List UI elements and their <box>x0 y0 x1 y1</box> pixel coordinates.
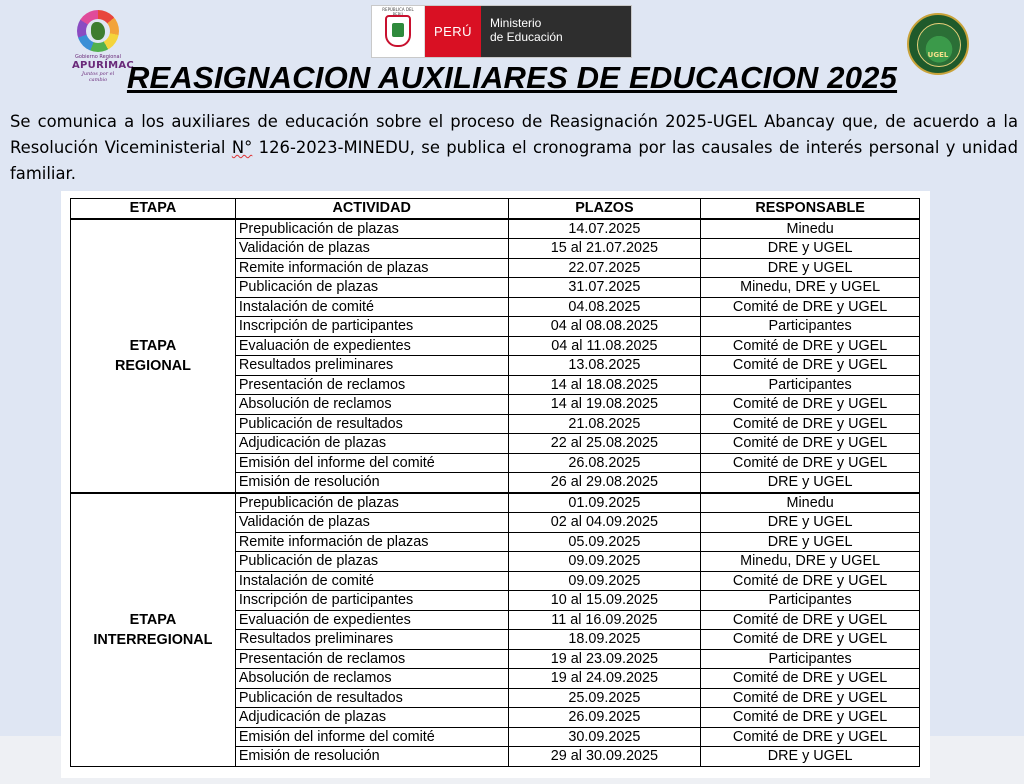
header-responsable: RESPONSABLE <box>701 199 920 219</box>
responsible-cell: Minedu <box>701 219 920 239</box>
activity-cell: Prepublicación de plazas <box>235 493 508 513</box>
responsible-cell: DRE y UGEL <box>701 473 920 493</box>
header-etapa: ETAPA <box>71 199 236 219</box>
deadline-cell: 26 al 29.08.2025 <box>508 473 701 493</box>
header-plazos: PLAZOS <box>508 199 701 219</box>
activity-cell: Inscripción de participantes <box>235 591 508 611</box>
deadline-cell: 29 al 30.09.2025 <box>508 747 701 767</box>
responsible-cell: Participantes <box>701 375 920 395</box>
schedule-body <box>71 219 920 767</box>
activity-cell: Evaluación de expedientes <box>235 336 508 356</box>
deadline-cell: 22 al 25.08.2025 <box>508 434 701 454</box>
responsible-cell: Participantes <box>701 317 920 337</box>
schedule-card <box>61 191 930 778</box>
intro-ref: N° <box>231 138 253 157</box>
deadline-cell: 26.08.2025 <box>508 453 701 473</box>
activity-cell: Remite información de plazas <box>235 258 508 278</box>
stage-label-line-2: REGIONAL <box>114 357 191 374</box>
deadline-cell: 14.07.2025 <box>508 219 701 239</box>
activity-cell: Publicación de resultados <box>235 414 508 434</box>
responsible-cell: Comité de DRE y UGEL <box>701 336 920 356</box>
ministry-line-1: Ministerio <box>490 16 542 30</box>
peru-label: PERÚ <box>425 6 481 57</box>
ugel-seal-label: UGEL <box>927 51 949 59</box>
deadline-cell: 19 al 23.09.2025 <box>508 649 701 669</box>
activity-cell: Adjudicación de plazas <box>235 708 508 728</box>
activity-cell: Validación de plazas <box>235 239 508 259</box>
intro-text-after: 126-2023-MINEDU, se publica el cronograma por las causales de interés personal y unidad familiar. <box>10 138 1018 183</box>
deadline-cell: 04.08.2025 <box>508 297 701 317</box>
stage-cell <box>71 219 236 493</box>
responsible-cell: DRE y UGEL <box>701 258 920 278</box>
deadline-cell: 14 al 19.08.2025 <box>508 395 701 415</box>
activity-cell: Inscripción de participantes <box>235 317 508 337</box>
responsible-cell: Comité de DRE y UGEL <box>701 727 920 747</box>
header-actividad: ACTIVIDAD <box>235 199 508 219</box>
responsible-cell: Minedu, DRE y UGEL <box>701 552 920 572</box>
responsible-cell: Comité de DRE y UGEL <box>701 630 920 650</box>
responsible-cell: Comité de DRE y UGEL <box>701 356 920 376</box>
stage-label-line-1: ETAPA <box>129 611 177 628</box>
deadline-cell: 19 al 24.09.2025 <box>508 669 701 689</box>
responsible-cell: Comité de DRE y UGEL <box>701 669 920 689</box>
shield-caption: REPÚBLICA DEL <box>382 7 414 12</box>
deadline-cell: 01.09.2025 <box>508 493 701 513</box>
responsible-cell: DRE y UGEL <box>701 747 920 767</box>
deadline-cell: 11 al 16.09.2025 <box>508 610 701 630</box>
responsible-cell: Minedu <box>701 493 920 513</box>
activity-cell: Instalación de comité <box>235 571 508 591</box>
page-title: REASIGNACION AUXILIARES DE EDUCACION 2025 <box>126 60 898 95</box>
deadline-cell: 14 al 18.08.2025 <box>508 375 701 395</box>
schedule-table <box>70 198 920 767</box>
activity-cell: Publicación de plazas <box>235 552 508 572</box>
responsible-cell: Comité de DRE y UGEL <box>701 297 920 317</box>
deadline-cell: 09.09.2025 <box>508 571 701 591</box>
intro-paragraph <box>10 109 1018 187</box>
ministerio-educacion-logo <box>371 5 632 58</box>
responsible-cell: Comité de DRE y UGEL <box>701 453 920 473</box>
activity-cell: Presentación de reclamos <box>235 375 508 395</box>
logo-left-name: APURÍMAC <box>72 60 135 71</box>
logo-left-top-line: Gobierno Regional <box>75 54 121 60</box>
activity-cell: Prepublicación de plazas <box>235 219 508 239</box>
activity-cell: Instalación de comité <box>235 297 508 317</box>
ministry-line-2: de Educación <box>490 30 563 44</box>
deadline-cell: 13.08.2025 <box>508 356 701 376</box>
deadline-cell: 18.09.2025 <box>508 630 701 650</box>
deadline-cell: 15 al 21.07.2025 <box>508 239 701 259</box>
activity-cell: Presentación de reclamos <box>235 649 508 669</box>
ministry-label <box>481 6 631 57</box>
responsible-cell: Comité de DRE y UGEL <box>701 414 920 434</box>
activity-cell: Adjudicación de plazas <box>235 434 508 454</box>
stage-label-line-2: INTERREGIONAL <box>93 631 213 648</box>
deadline-cell: 10 al 15.09.2025 <box>508 591 701 611</box>
activity-cell: Resultados preliminares <box>235 630 508 650</box>
deadline-cell: 22.07.2025 <box>508 258 701 278</box>
activity-cell: Absolución de reclamos <box>235 669 508 689</box>
deadline-cell: 31.07.2025 <box>508 278 701 298</box>
responsible-cell: Comité de DRE y UGEL <box>701 395 920 415</box>
intro-text-before: Se comunica a los auxiliares de educación sobre el proceso de Reasignación 2025-UGEL Abancay que, de acuerdo a la Resolución Viceministerial <box>10 112 1018 157</box>
responsible-cell: Comité de DRE y UGEL <box>701 708 920 728</box>
responsible-cell: Comité de DRE y UGEL <box>701 434 920 454</box>
activity-cell: Evaluación de expedientes <box>235 610 508 630</box>
stage-label-line-1: ETAPA <box>129 337 177 354</box>
responsible-cell: Participantes <box>701 649 920 669</box>
deadline-cell: 04 al 08.08.2025 <box>508 317 701 337</box>
logo-left-tagline: Juntos por el cambio <box>81 71 115 83</box>
apurimac-emblem-icon <box>77 10 119 52</box>
deadline-cell: 09.09.2025 <box>508 552 701 572</box>
responsible-cell: DRE y UGEL <box>701 532 920 552</box>
deadline-cell: 25.09.2025 <box>508 688 701 708</box>
responsible-cell: Comité de DRE y UGEL <box>701 688 920 708</box>
deadline-cell: 05.09.2025 <box>508 532 701 552</box>
activity-cell: Publicación de resultados <box>235 688 508 708</box>
deadline-cell: 04 al 11.08.2025 <box>508 336 701 356</box>
deadline-cell: 30.09.2025 <box>508 727 701 747</box>
responsible-cell: DRE y UGEL <box>701 239 920 259</box>
responsible-cell: DRE y UGEL <box>701 513 920 533</box>
activity-cell: Emisión del informe del comité <box>235 453 508 473</box>
stage-cell <box>71 493 236 767</box>
responsible-cell: Comité de DRE y UGEL <box>701 571 920 591</box>
activity-cell: Remite información de plazas <box>235 532 508 552</box>
activity-cell: Absolución de reclamos <box>235 395 508 415</box>
peru-shield-icon <box>372 6 425 57</box>
activity-cell: Emisión de resolución <box>235 473 508 493</box>
table-row <box>71 219 920 239</box>
deadline-cell: 02 al 04.09.2025 <box>508 513 701 533</box>
activity-cell: Emisión del informe del comité <box>235 727 508 747</box>
responsible-cell: Comité de DRE y UGEL <box>701 610 920 630</box>
deadline-cell: 21.08.2025 <box>508 414 701 434</box>
activity-cell: Resultados preliminares <box>235 356 508 376</box>
deadline-cell: 26.09.2025 <box>508 708 701 728</box>
table-row <box>71 493 920 513</box>
activity-cell: Publicación de plazas <box>235 278 508 298</box>
responsible-cell: Participantes <box>701 591 920 611</box>
activity-cell: Validación de plazas <box>235 513 508 533</box>
responsible-cell: Minedu, DRE y UGEL <box>701 278 920 298</box>
table-header-row <box>71 199 920 219</box>
activity-cell: Emisión de resolución <box>235 747 508 767</box>
